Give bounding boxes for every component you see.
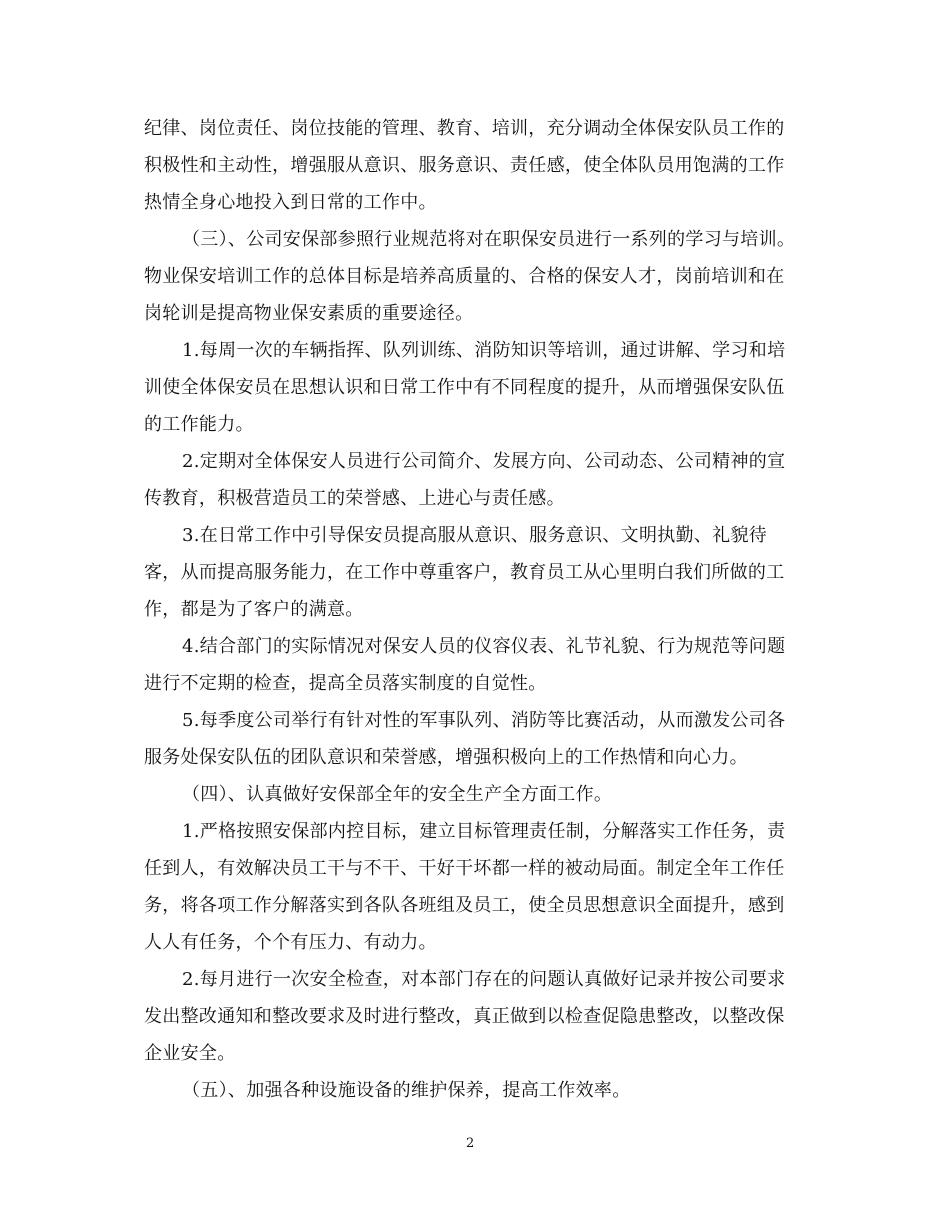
text-line: 人人有任务，个个有压力、有动力。 [144,932,437,953]
text-line: 4.结合部门的实际情况对保安人员的仪容仪表、礼节礼貌、行为规范等问题 [182,636,786,657]
text-line: 的工作能力。 [144,414,254,435]
text-line: 进行不定期的检查，提高全员落实制度的自觉性。 [144,673,547,694]
page-number: 2 [466,1136,475,1151]
text-line: 客，从而提高服务能力，在工作中尊重客户，教育员工从心里明白我们所做的工 [144,562,785,583]
text-line: 3.在日常工作中引导保安员提高服从意识、服务意识、文明执勤、礼貌待 [182,525,768,546]
text-line: 务，将各项工作分解落实到各队各班组及员工，使全员思想意识全面提升，感到 [144,895,785,916]
text-line: 训使全体保安员在思想认识和日常工作中有不同程度的提升，从而增强保安队伍 [144,377,785,398]
text-line: 2.每月进行一次安全检查，对本部门存在的问题认真做好记录并按公司要求 [182,969,786,990]
text-line: 物业保安培训工作的总体目标是培养高质量的、合格的保安人才，岗前培训和在 [144,266,785,287]
text-line: 2.定期对全体保安人员进行公司简介、发展方向、公司动态、公司精神的宣 [182,451,786,472]
text-line: 5.每季度公司举行有针对性的军事队列、消防等比赛活动，从而激发公司各 [182,710,786,731]
text-line: （三）、公司安保部参照行业规范将对在职保安员进行一系列的学习与培训。 [182,229,796,250]
text-line: 积极性和主动性，增强服从意识、服务意识、责任感，使全体队员用饱满的工作 [144,155,785,176]
text-line: 热情全身心地投入到日常的工作中。 [144,192,437,213]
text-line: 服务处保安队伍的团队意识和荣誉感，增强积极向上的工作热情和向心力。 [144,747,748,768]
text-line: 岗轮训是提高物业保安素质的重要途径。 [144,303,474,324]
text-line: 1.每周一次的车辆指挥、队列训练、消防知识等培训，通过讲解、学习和培 [182,340,786,361]
text-line: 1.严格按照安保部内控目标，建立目标管理责任制，分解落实工作任务，责 [182,821,786,842]
text-line: 企业安全。 [144,1043,236,1064]
text-line: 发出整改通知和整改要求及时进行整改，真正做到以检查促隐患整改，以整改保 [144,1006,785,1027]
text-line: （四）、认真做好安保部全年的安全生产全方面工作。 [182,784,613,805]
text-line: 作，都是为了客户的满意。 [144,599,364,620]
text-line: 传教育，积极营造员工的荣誉感、上进心与责任感。 [144,488,565,509]
text-line: 纪律、岗位责任、岗位技能的管理、教育、培训，充分调动全体保安队员工作的 [144,118,785,139]
text-line: （五）、加强各种设施设备的维护保养，提高工作效率。 [182,1080,631,1101]
text-line: 任到人，有效解决员工干与不干、干好干坏都一样的被动局面。制定全年工作任 [144,858,785,879]
